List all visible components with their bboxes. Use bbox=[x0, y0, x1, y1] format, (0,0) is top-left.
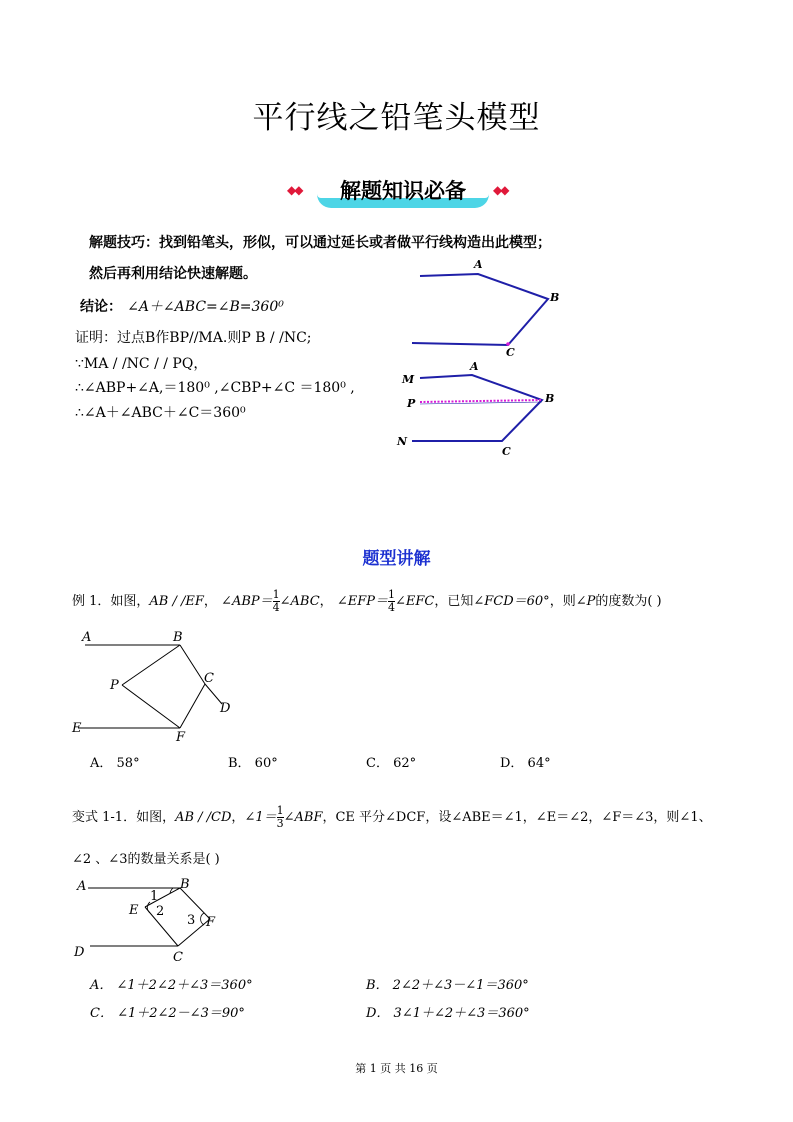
option-c[interactable]: C． ∠1＋2∠2－∠3＝90° bbox=[90, 1006, 245, 1021]
label-angle-2: 2 bbox=[156, 904, 165, 919]
section-title: 题型讲解 bbox=[362, 549, 431, 569]
variant1-figure bbox=[70, 874, 220, 964]
label-c: C bbox=[506, 346, 515, 359]
q-prefix: 变式 1-1．如图， bbox=[72, 810, 176, 825]
q-abc: ∠ABC bbox=[279, 594, 320, 609]
label-d: D bbox=[220, 701, 231, 716]
q-sep: ， bbox=[231, 810, 245, 825]
label-f: F bbox=[176, 730, 186, 745]
example1-question bbox=[72, 587, 662, 623]
label-b: B bbox=[173, 630, 183, 645]
q-prefix: 例 1．如图， bbox=[72, 594, 150, 609]
label-f: F bbox=[206, 915, 216, 930]
page-footer: 第 1 页 共 16 页 bbox=[355, 1062, 438, 1075]
fraction-1-4 bbox=[273, 589, 280, 614]
parallel-line-pb bbox=[420, 400, 542, 402]
label-a: A bbox=[77, 879, 87, 894]
proof-line-1: 证明：过点B作BP//MA.则P B / /NC; bbox=[75, 330, 312, 346]
option-a[interactable]: A． ∠1＋2∠2＋∠3＝360° bbox=[90, 978, 253, 993]
pencil-outline bbox=[412, 375, 542, 441]
q-cond2: ∠EFP＝ bbox=[336, 594, 388, 609]
frac-num: 1 bbox=[272, 588, 280, 601]
diamond-right-icon: ◆◆ bbox=[493, 183, 508, 197]
proof-line-3: ∴∠ABP+∠A,＝180⁰ ,∠CBP+∠C ＝180⁰ , bbox=[75, 380, 355, 396]
tip-line-2: 然后再利用结论快速解题。 bbox=[89, 266, 257, 282]
diamond-left-icon: ◆◆ bbox=[287, 183, 302, 197]
label-c: C bbox=[173, 950, 183, 964]
q-ab-ef: AB / /EF bbox=[149, 594, 204, 609]
section-banner bbox=[285, 174, 521, 208]
q-cond1: ∠ABP＝ bbox=[221, 594, 273, 609]
option-d[interactable]: D． 3∠1＋∠2＋∠3＝360° bbox=[366, 1006, 530, 1021]
figure-pencil-bottom bbox=[390, 355, 580, 460]
frac-den: 3 bbox=[276, 817, 284, 830]
q-known: ，已知 bbox=[434, 594, 474, 609]
label-d: D bbox=[74, 945, 85, 960]
q-p: ∠P bbox=[575, 594, 596, 609]
label-b: B bbox=[545, 392, 555, 405]
pencil-outline bbox=[412, 274, 548, 345]
frac-num: 1 bbox=[276, 804, 284, 817]
proof-line-4: ∴∠A＋∠ABC＋∠C＝360⁰ bbox=[75, 405, 246, 421]
label-c: C bbox=[204, 671, 214, 686]
option-d[interactable]: D． 64° bbox=[500, 756, 551, 771]
variant1-question-line-1 bbox=[72, 803, 712, 835]
label-b: B bbox=[180, 877, 190, 892]
frac-den: 4 bbox=[272, 601, 280, 614]
banner-label: 解题知识必备 bbox=[340, 179, 466, 203]
q-ce: ，CE 平分∠DCF，设∠ABE＝∠1，∠E＝∠2，∠F＝∠3，则∠1、 bbox=[322, 810, 712, 825]
q-ab-cd: AB / /CD bbox=[175, 810, 232, 825]
fraction-1-3 bbox=[277, 805, 284, 830]
figure-pencil-top bbox=[390, 255, 580, 365]
q-fcd: ∠FCD＝60° bbox=[473, 594, 550, 609]
frac-num: 1 bbox=[387, 588, 395, 601]
label-angle-1: 1 bbox=[150, 889, 159, 904]
label-p: P bbox=[407, 397, 416, 410]
q-sep: ， bbox=[319, 594, 333, 609]
q-sep: ， bbox=[203, 594, 217, 609]
label-a: A bbox=[474, 258, 483, 271]
option-c[interactable]: C． 62° bbox=[366, 756, 417, 771]
example1-figure bbox=[70, 628, 240, 746]
label-m: M bbox=[402, 373, 415, 386]
page-title: 平行线之铅笔头模型 bbox=[252, 100, 541, 136]
option-b[interactable]: B． 60° bbox=[228, 756, 278, 771]
q-then: ，则 bbox=[549, 594, 576, 609]
frac-den: 4 bbox=[387, 601, 395, 614]
fraction-1-4 bbox=[388, 589, 395, 614]
q-abf: ∠ABF bbox=[283, 810, 323, 825]
option-a[interactable]: A． 58° bbox=[90, 756, 140, 771]
label-p: P bbox=[110, 678, 119, 693]
option-b[interactable]: B． 2∠2＋∠3－∠1＝360° bbox=[366, 978, 529, 993]
label-e: E bbox=[129, 903, 139, 918]
tip-line-1: 解题技巧：找到铅笔头，形似，可以通过延长或者做平行线构造出此模型； bbox=[89, 235, 551, 251]
label-a: A bbox=[470, 360, 479, 373]
proof-line-2: ∵MA / /NC / / PQ， bbox=[75, 356, 208, 372]
label-a: A bbox=[82, 630, 92, 645]
label-e: E bbox=[72, 721, 82, 736]
label-c: C bbox=[502, 445, 511, 458]
q-tail: 的度数为( ) bbox=[595, 594, 662, 609]
label-angle-3: 3 bbox=[187, 913, 196, 928]
q-angle1: ∠1＝ bbox=[244, 810, 277, 825]
conclusion bbox=[80, 296, 284, 316]
variant1-question-line-2: ∠2 、∠3的数量关系是( ) bbox=[72, 852, 220, 867]
q-efc: ∠EFC bbox=[394, 594, 435, 609]
conclusion-formula: ∠A＋∠ABC=∠B=360⁰ bbox=[127, 299, 284, 315]
label-n: N bbox=[397, 435, 408, 448]
label-b: B bbox=[550, 291, 560, 304]
conclusion-label: 结论： bbox=[80, 299, 122, 315]
